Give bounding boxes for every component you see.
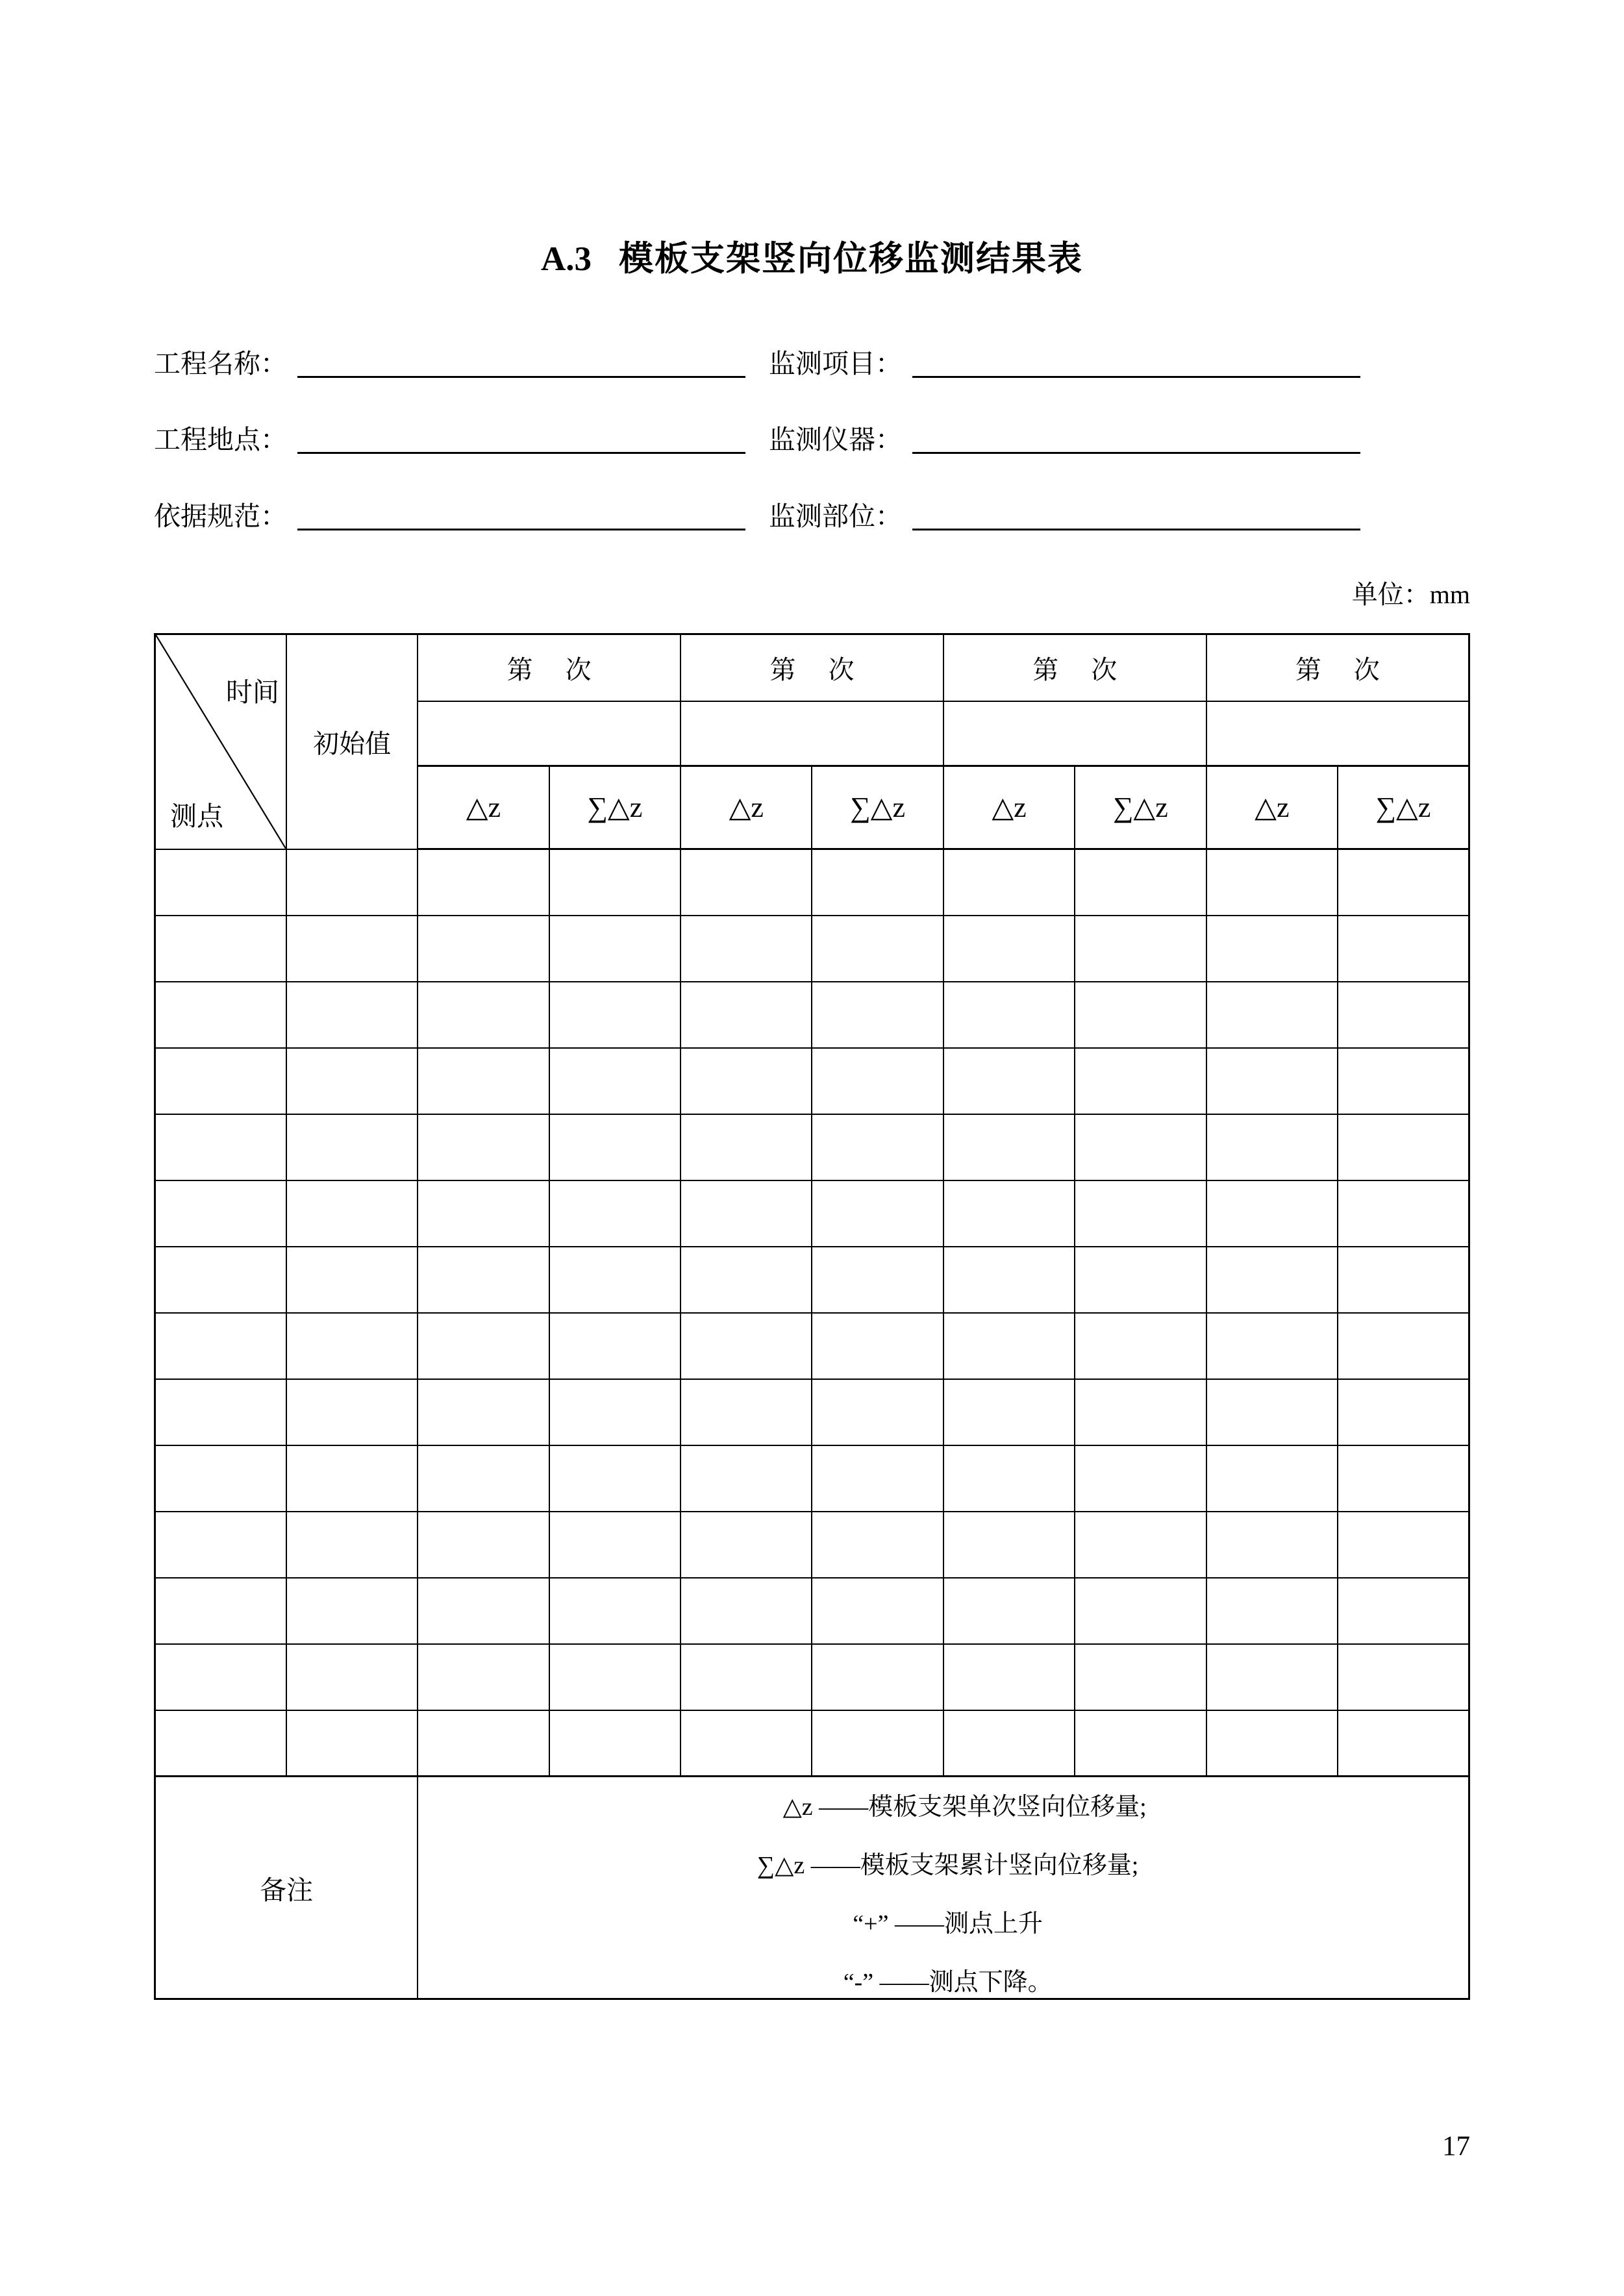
data-cell (1075, 916, 1206, 982)
table-row (155, 1379, 1469, 1445)
field-label: 监测仪器： (769, 425, 902, 455)
data-cell (1206, 1644, 1338, 1710)
data-cell (286, 1512, 418, 1578)
data-cell (155, 1710, 286, 1777)
page-title (0, 239, 1624, 279)
data-cell (1206, 916, 1338, 982)
data-cell (1338, 1180, 1469, 1247)
field-label: 监测部位： (769, 501, 902, 531)
data-cell (418, 982, 549, 1048)
data-cell (1075, 1114, 1206, 1180)
data-cell (418, 849, 549, 916)
data-cell (812, 1710, 943, 1777)
project-location-blank (297, 444, 745, 454)
data-cell (286, 1114, 418, 1180)
group-header-2: 第 次 (681, 634, 943, 701)
data-cell (549, 1644, 681, 1710)
data-cell (1075, 982, 1206, 1048)
field-monitoring-item (769, 349, 1360, 378)
data-cell (1206, 1710, 1338, 1777)
data-cell (812, 1578, 943, 1644)
data-cell (681, 1313, 812, 1379)
data-cell (681, 1379, 812, 1445)
data-cell (1338, 916, 1469, 982)
table-body (155, 849, 1469, 1777)
data-cell (286, 1578, 418, 1644)
data-cell (812, 1048, 943, 1114)
data-cell (418, 1710, 549, 1777)
unit-label: 单位：mm (1351, 580, 1470, 609)
data-cell (943, 1710, 1075, 1777)
corner-header-cell (155, 634, 286, 849)
data-cell (418, 1313, 549, 1379)
data-cell (155, 1180, 286, 1247)
table-row (155, 1710, 1469, 1777)
data-cell (549, 1379, 681, 1445)
table-row (155, 1512, 1469, 1578)
data-cell (418, 1247, 549, 1313)
data-cell (286, 1644, 418, 1710)
subheader-dz: △z (943, 766, 1075, 849)
data-cell (155, 1313, 286, 1379)
data-cell (1075, 1313, 1206, 1379)
data-cell (681, 916, 812, 982)
data-cell (418, 1644, 549, 1710)
data-cell (681, 1445, 812, 1512)
data-cell (286, 1247, 418, 1313)
data-cell (155, 1512, 286, 1578)
data-cell (943, 1180, 1075, 1247)
data-cell (155, 1379, 286, 1445)
field-label: 监测项目： (769, 349, 902, 379)
data-cell (155, 1114, 286, 1180)
monitoring-item-blank (912, 368, 1360, 378)
data-cell (812, 1247, 943, 1313)
data-cell (549, 1512, 681, 1578)
data-cell (1075, 1180, 1206, 1247)
data-cell (1206, 1578, 1338, 1644)
data-cell (549, 1247, 681, 1313)
data-cell (812, 1379, 943, 1445)
data-cell (549, 1578, 681, 1644)
data-cell (1338, 1644, 1469, 1710)
data-cell (549, 1313, 681, 1379)
reference-standard-blank (297, 521, 745, 530)
table-row (155, 916, 1469, 982)
data-cell (812, 982, 943, 1048)
data-cell (943, 1445, 1075, 1512)
data-cell (1206, 1445, 1338, 1512)
data-cell (943, 1247, 1075, 1313)
data-cell (812, 1180, 943, 1247)
table-row (155, 1578, 1469, 1644)
initial-value-header: 初始值 (286, 634, 418, 849)
subheader-sum-dz: ∑△z (812, 766, 943, 849)
data-cell (1338, 1247, 1469, 1313)
data-cell (418, 1512, 549, 1578)
data-cell (155, 1578, 286, 1644)
data-cell (418, 916, 549, 982)
subheader-sum-dz: ∑△z (549, 766, 681, 849)
data-cell (418, 1578, 549, 1644)
data-cell (286, 1180, 418, 1247)
data-cell (286, 1710, 418, 1777)
data-cell (812, 1445, 943, 1512)
field-label: 依据规范： (154, 501, 287, 531)
data-cell (943, 1048, 1075, 1114)
data-cell (155, 1644, 286, 1710)
group-header-1: 第 次 (418, 634, 681, 701)
data-cell (1338, 1578, 1469, 1644)
data-cell (1206, 1512, 1338, 1578)
data-cell (812, 1313, 943, 1379)
field-project-name (154, 349, 745, 378)
legend-line-plus: “+” ——测点上升 (853, 1910, 1043, 1938)
subheader-sum-dz: ∑△z (1075, 766, 1206, 849)
field-reference-standard (154, 502, 745, 530)
date-cell (681, 701, 943, 766)
table-row (155, 849, 1469, 916)
data-cell (286, 1313, 418, 1379)
date-cell (943, 701, 1206, 766)
field-label: 工程地点： (154, 425, 287, 455)
data-cell (1206, 1247, 1338, 1313)
data-cell (1075, 1578, 1206, 1644)
data-cell (812, 1644, 943, 1710)
table-row (155, 1644, 1469, 1710)
corner-point-label: 测点 (170, 801, 223, 831)
data-cell (286, 1048, 418, 1114)
data-cell (418, 1114, 549, 1180)
data-cell (549, 1710, 681, 1777)
data-cell (286, 1379, 418, 1445)
corner-time-label: 时间 (225, 677, 279, 707)
date-cell (1206, 701, 1469, 766)
data-cell (1206, 1048, 1338, 1114)
data-cell (1338, 1512, 1469, 1578)
data-cell (1338, 849, 1469, 916)
data-cell (549, 1048, 681, 1114)
data-cell (155, 849, 286, 916)
data-cell (155, 982, 286, 1048)
data-cell (812, 1114, 943, 1180)
data-cell (1075, 1379, 1206, 1445)
data-cell (286, 982, 418, 1048)
data-cell (943, 1313, 1075, 1379)
data-cell (155, 1247, 286, 1313)
data-cell (418, 1180, 549, 1247)
data-cell (681, 1048, 812, 1114)
remarks-legend (418, 1777, 1469, 1999)
remarks-label: 备注 (155, 1777, 418, 1999)
data-cell (549, 916, 681, 982)
data-cell (1338, 982, 1469, 1048)
data-cell (1338, 1710, 1469, 1777)
table-row (155, 1445, 1469, 1512)
data-cell (1075, 1710, 1206, 1777)
data-cell (681, 1114, 812, 1180)
legend-line-minus: “-” ——测点下降。 (843, 1969, 1053, 1996)
monitoring-part-blank (912, 521, 1360, 530)
data-cell (418, 1379, 549, 1445)
table-row (155, 1048, 1469, 1114)
title-text: 模板支架竖向位移监测结果表 (619, 240, 1084, 278)
data-cell (812, 1512, 943, 1578)
data-cell (418, 1445, 549, 1512)
field-project-location (154, 425, 745, 454)
data-cell (943, 1644, 1075, 1710)
data-cell (1206, 1180, 1338, 1247)
monitoring-results-table (154, 633, 1470, 2000)
data-cell (1338, 1114, 1469, 1180)
subheader-dz: △z (1206, 766, 1338, 849)
data-cell (943, 916, 1075, 982)
data-cell (1206, 1313, 1338, 1379)
table-row (155, 982, 1469, 1048)
data-cell (418, 1048, 549, 1114)
subheader-dz: △z (681, 766, 812, 849)
data-cell (1338, 1313, 1469, 1379)
data-cell (1075, 1048, 1206, 1114)
data-cell (1206, 1114, 1338, 1180)
data-cell (681, 982, 812, 1048)
data-cell (943, 1578, 1075, 1644)
data-cell (943, 1379, 1075, 1445)
data-cell (812, 849, 943, 916)
project-name-blank (297, 368, 745, 378)
date-cell (418, 701, 681, 766)
subheader-sum-dz: ∑△z (1338, 766, 1469, 849)
data-cell (286, 916, 418, 982)
group-header-4: 第 次 (1206, 634, 1469, 701)
field-label: 工程名称： (154, 349, 287, 379)
data-cell (155, 916, 286, 982)
data-cell (1206, 982, 1338, 1048)
data-cell (943, 982, 1075, 1048)
data-cell (1338, 1048, 1469, 1114)
legend-line-sum-dz: ∑△z ——模板支架累计竖向位移量; (757, 1852, 1139, 1879)
data-cell (549, 982, 681, 1048)
table-row (155, 1114, 1469, 1180)
data-cell (681, 1180, 812, 1247)
data-cell (1075, 1445, 1206, 1512)
field-monitoring-part (769, 502, 1360, 530)
data-cell (681, 1247, 812, 1313)
group-header-3: 第 次 (943, 634, 1206, 701)
data-cell (1206, 1379, 1338, 1445)
legend-line-dz: △z ——模板支架单次竖向位移量; (782, 1793, 1147, 1821)
data-cell (681, 1578, 812, 1644)
data-cell (549, 1180, 681, 1247)
data-cell (549, 1445, 681, 1512)
table-row (155, 1180, 1469, 1247)
data-cell (1338, 1445, 1469, 1512)
data-cell (943, 1114, 1075, 1180)
data-cell (1206, 849, 1338, 916)
data-cell (1075, 1512, 1206, 1578)
data-cell (549, 1114, 681, 1180)
table-row (155, 1313, 1469, 1379)
data-cell (549, 849, 681, 916)
data-cell (943, 1512, 1075, 1578)
title-section-number: A.3 (540, 240, 592, 278)
data-cell (681, 1644, 812, 1710)
subheader-dz: △z (418, 766, 549, 849)
table-row (155, 1247, 1469, 1313)
data-cell (812, 916, 943, 982)
data-cell (681, 1512, 812, 1578)
data-cell (286, 1445, 418, 1512)
data-cell (681, 849, 812, 916)
data-cell (155, 1048, 286, 1114)
data-cell (1075, 1644, 1206, 1710)
data-cell (943, 849, 1075, 916)
monitoring-instrument-blank (912, 444, 1360, 454)
data-cell (1338, 1379, 1469, 1445)
data-cell (1075, 1247, 1206, 1313)
field-monitoring-instrument (769, 425, 1360, 454)
data-cell (286, 849, 418, 916)
page-number: 17 (1442, 2131, 1470, 2162)
data-cell (681, 1710, 812, 1777)
data-cell (155, 1445, 286, 1512)
data-cell (1075, 849, 1206, 916)
